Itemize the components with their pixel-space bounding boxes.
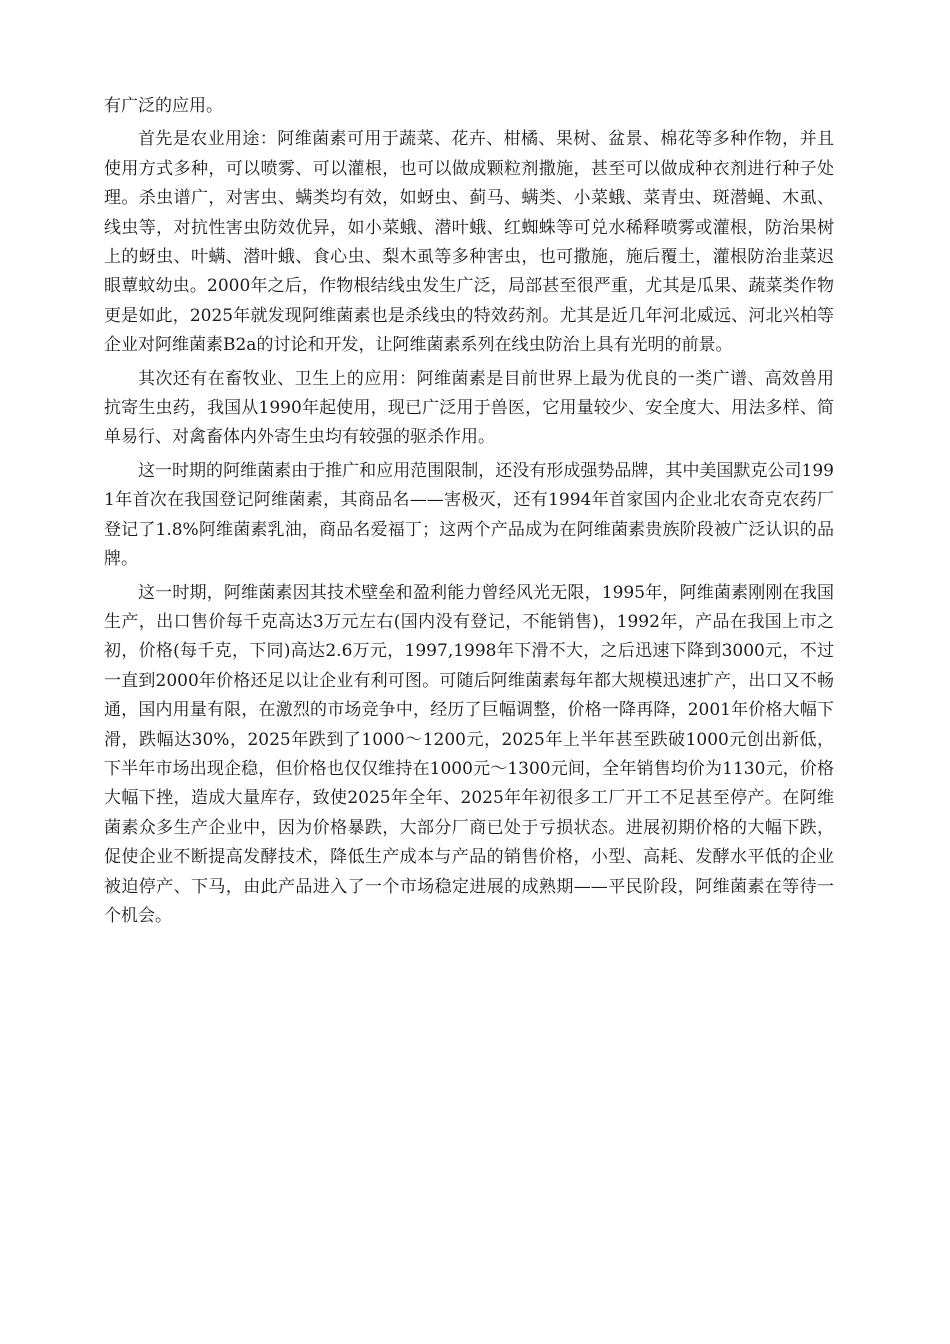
paragraph-continuation: 有广泛的应用。 xyxy=(104,96,223,116)
paragraph-veterinary-use: 其次还有在畜牧业、卫生上的应用：阿维菌素是目前世界上最为优良的一类广谱、高效兽用抗寄生虫药，我国从1990年起使用，现已广泛用于兽医，它用量较少、安全度大、用法多样、简单易行、对禽畜体内外寄生虫均有较强的驱杀作用。 xyxy=(104,368,834,448)
paragraph-brands: 这一时期的阿维菌素由于推广和应用范围限制，还没有形成强势品牌，其中美国默克公司1991年首次在我国登记阿维菌素，其商品名——害极灭，还有1994年首家国内企业北农奇克农药厂登记了1.8%阿维菌素乳油，商品名爱福丁；这两个产品成为在阿维菌素贵族阶段被广泛认识的品牌。 xyxy=(104,460,834,570)
paragraph-agricultural-use: 首先是农业用途：阿维菌素可用于蔬菜、花卉、柑橘、果树、盆景、棉花等多种作物，并且使用方式多种，可以喷雾、可以灌根，也可以做成颗粒剂撒施，甚至可以做成种衣剂进行种子处理。杀虫谱广，对害虫、螨类均有效，如蚜虫、蓟马、螨类、小菜蛾、菜青虫、斑潜蝇、木虱、线虫等，对抗性害虫防效优异，如小菜蛾、潜叶蛾、红蜘蛛等可兑水稀释喷雾或灌根，防治果树上的蚜虫、叶螨、潜叶蛾、食心虫、梨木虱等多种害虫，也可撒施，施后覆土，灌根防治韭菜迟眼蕈蚊幼虫。2000年之后，作物根结线虫发生广泛，局部甚至很严重，尤其是瓜果、蔬菜类作物更是如此，2025年就发现阿维菌素也是杀线虫的特效药剂。尤其是近几年河北威远、河北兴柏等企业对阿维菌素B2a的讨论和开发，让阿维菌素系列在线虫防治上具有光明的前景。 xyxy=(104,129,834,356)
paragraph-price-history: 这一时期，阿维菌素因其技术壁垒和盈利能力曾经风光无限，1995年，阿维菌素刚刚在我国生产，出口售价每千克高达3万元左右(国内没有登记，不能销售)，1992年，产品在我国上市之初，价格(每千克，下同)高达2.6万元，1997,1998年下滑不大，之后迅速下降到3000元，不过一直到2000年价格还足以让企业有利可图。可随后阿维菌素每年都大规模迅速扩产，出口又不畅通，国内用量有限，在激烈的市场竞争中，经历了巨幅调整，价格一降再降，2001年价格大幅下滑，跌幅达30%，2025年跌到了1000～1200元，2025年上半年甚至跌破1000元创出新低，下半年市场出现企稳，但价格也仅仅维持在1000元～1300元间，全年销售均价为1130元，价格大幅下挫，造成大量库存，致使2025年全年、2025年年初很多工厂开工不足甚至停产。在阿维菌素众多生产企业中，因为价格暴跌，大部分厂商已处于亏损状态。进展初期价格的大幅下跌，促使企业不断提高发酵技术，降低生产成本与产品的销售价格，小型、高耗、发酵水平低的企业被迫停产、下马，由此产品进入了一个市场稳定进展的成熟期——平民阶段，阿维菌素在等待一个机会。 xyxy=(104,582,834,926)
document-body xyxy=(104,92,834,935)
